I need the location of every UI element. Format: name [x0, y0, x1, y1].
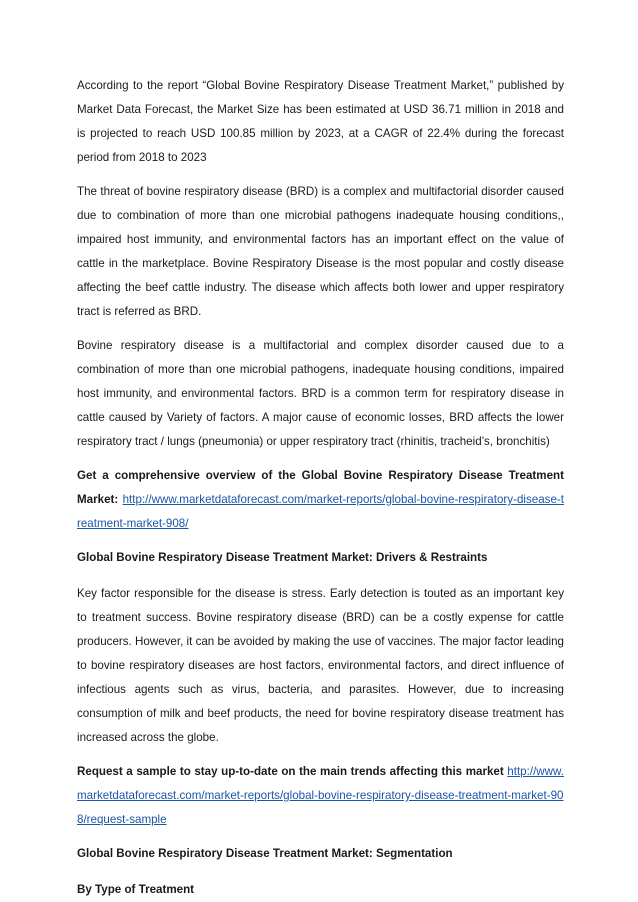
- overview-lead-text: Get a comprehensive overview of the Global Bovine Respiratory Disease Treatment Market:: [77, 469, 564, 506]
- paragraph-request-sample: [77, 760, 564, 832]
- paragraph-brd-description: Bovine respiratory disease is a multifactorial and complex disorder caused due to a combination of more than one microbial pathogens, inadequate housing conditions, impaired host immunity, and environmental factors. BRD is a common term for respiratory disease in cattle caused by Variety of factors. A major cause of economic losses, BRD affects the lower respiratory tract / lungs (pneumonia) or upper respiratory tract (rhinitis, tracheid’s, bronchitis): [77, 339, 564, 448]
- heading-segmentation: Global Bovine Respiratory Disease Treatment Market: Segmentation: [77, 847, 453, 860]
- paragraph-report-summary: According to the report “Global Bovine Respiratory Disease Treatment Market,” published by Market Data Forecast, the Market Size has been estimated at USD 36.71 million in 2018 and is projected to reach USD 100.85 million by 2023, at a CAGR of 22.4% during the forecast period from 2018 to 2023: [77, 79, 564, 164]
- request-sample-lead-text: Request a sample to stay up-to-date on the main trends affecting this market: [77, 765, 504, 778]
- overview-link[interactable]: http://www.marketdataforecast.com/market-reports/global-bovine-respiratory-disease-treatment-market-908/: [77, 493, 564, 530]
- paragraph-overview: [77, 464, 564, 536]
- paragraph-key-factors: Key factor responsible for the disease is stress. Early detection is touted as an important key to treatment success. Bovine respiratory disease (BRD) can be a costly expense for cattle producers. However, it can be avoided by making the use of vaccines. The major factor leading to bovine respiratory diseases are host factors, environmental factors, and direct influence of infectious agents such as virus, bacteria, and parasites. However, due to increasing consumption of milk and beef products, the need for bovine respiratory disease treatment has increased across the globe.: [77, 587, 564, 744]
- heading-drivers-restraints: Global Bovine Respiratory Disease Treatment Market: Drivers & Restraints: [77, 551, 488, 564]
- paragraph-brd-threat: The threat of bovine respiratory disease (BRD) is a complex and multifactorial disorder caused due to combination of more than one microbial pathogens inadequate housing conditions,, impaired host immunity, and environmental factors has an important effect on the value of cattle in the marketplace. Bovine Respiratory Disease is the most popular and costly disease affecting the beef cattle industry. The disease which affects both lower and upper respiratory tract is referred as BRD.: [77, 185, 564, 318]
- heading-type-of-treatment: By Type of Treatment: [77, 883, 195, 896]
- request-sample-link[interactable]: http://www.marketdataforecast.com/market-reports/global-bovine-respiratory-disease-treatment-market-908/request-sample: [77, 765, 564, 826]
